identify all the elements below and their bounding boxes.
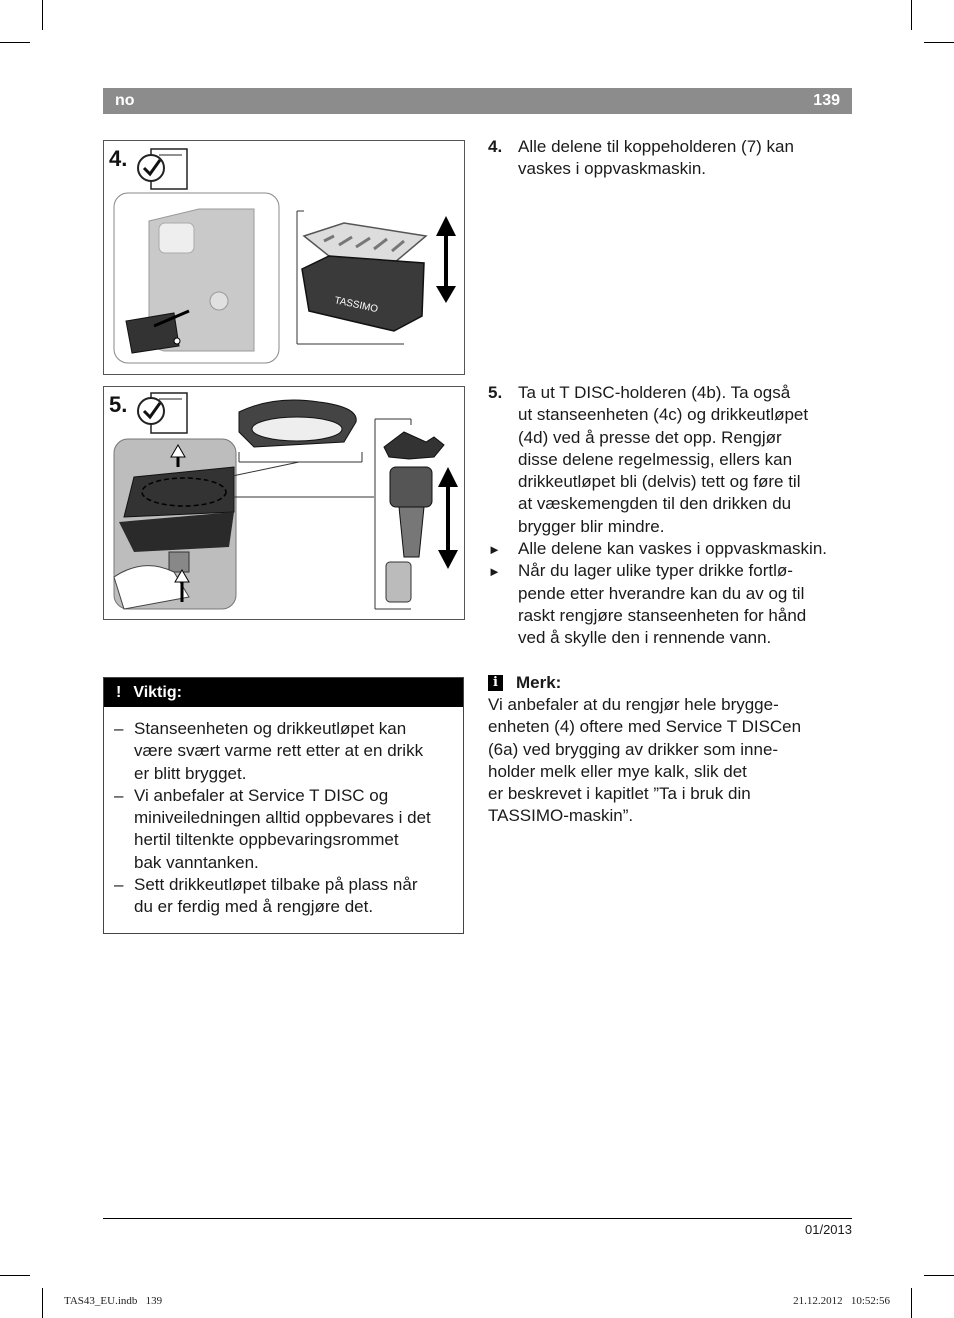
- info-icon: i: [488, 675, 503, 691]
- bullet-text-line: ved å skylle den i rennende vann.: [518, 628, 772, 648]
- crop-mark: [911, 0, 912, 30]
- warning-text-line: hertil tiltenkte oppbevaringsrommet: [134, 830, 399, 850]
- warning-list: [114, 718, 466, 919]
- bullet-text-line: Alle delene kan vaskes i oppvaskmaskin.: [518, 539, 827, 559]
- up-down-arrow-icon: [436, 216, 456, 303]
- exclamation-icon: !: [116, 683, 122, 701]
- step-5: [488, 382, 858, 650]
- warning-text-line: Sett drikkeutløpet tilbake på plass når: [134, 875, 418, 895]
- figure-step-5: [103, 386, 465, 620]
- warning-box: [103, 677, 464, 934]
- bullet-item: [488, 538, 858, 560]
- note-text-line: TASSIMO-maskin”.: [488, 806, 634, 826]
- warning-text-line: bak vanntanken.: [134, 852, 259, 872]
- bullet-text-line: Når du lager ulike typer drikke fortlø-: [518, 561, 793, 581]
- crop-mark: [911, 1288, 912, 1318]
- figure-step-4-illustration: [104, 141, 464, 374]
- brewing-unit-drawing: [114, 439, 236, 609]
- figure-step-5-illustration: [104, 387, 464, 619]
- bullet-text-line: raskt rengjøre stanseenheten for hånd: [518, 605, 807, 625]
- warning-text-line: er blitt brygget.: [134, 763, 247, 783]
- note-section: [488, 672, 858, 828]
- crop-mark: [924, 1275, 954, 1276]
- up-down-arrow-icon: [438, 467, 458, 569]
- step-text-line: disse delene regelmessig, ellers kan: [518, 449, 793, 469]
- page-number: 139: [813, 92, 840, 109]
- note-title: Merk:: [516, 672, 562, 692]
- step-text-line: ut stanseenheten (4c) og drikkeutløpet: [518, 405, 809, 425]
- figure-step-4: [103, 140, 465, 375]
- step-text-line: (4d) ved å presse det opp. Rengjør: [518, 427, 782, 447]
- machine-drawing: [114, 193, 279, 363]
- figure-step-label: 4.: [109, 146, 128, 171]
- bullet-arrow-icon: ►: [488, 564, 501, 580]
- bullet-arrow-icon: ►: [488, 542, 501, 558]
- warning-text-line: miniveiledningen alltid oppbevares i det: [134, 808, 431, 828]
- spout-drawing: [375, 419, 444, 609]
- warning-item: [114, 874, 466, 919]
- print-slug-file: TAS43_EU.indb 139: [64, 1295, 163, 1307]
- warning-title: Viktig:: [133, 683, 182, 701]
- bullet-item: [488, 560, 858, 649]
- note-text-line: (6a) ved brygging av drikker som inne-: [488, 739, 779, 759]
- warning-header: [104, 678, 463, 707]
- cup-holder-drawing: [297, 211, 426, 344]
- warning-text-line: du er ferdig med å rengjøre det.: [134, 897, 374, 917]
- step-text-line: Ta ut T DISC-holderen (4b). Ta også: [518, 383, 791, 402]
- dash-marker: –: [114, 785, 124, 805]
- bullet-text-line: pende etter hverandre kan du av og til: [518, 583, 805, 603]
- warning-text-line: Vi anbefaler at Service T DISC og: [134, 785, 389, 805]
- print-slug-timestamp: 21.12.2012 10:52:56: [793, 1295, 890, 1307]
- note-text-line: holder melk eller mye kalk, slik det: [488, 761, 747, 781]
- note-text-line: Vi anbefaler at du rengjør hele brygge-: [488, 695, 779, 714]
- crop-mark: [42, 1288, 43, 1318]
- svg-text:TASSIMO: TASSIMO: [333, 295, 379, 316]
- crop-mark: [0, 42, 30, 43]
- page-header: [103, 88, 852, 114]
- footer-rule: [103, 1218, 852, 1219]
- step-text-line: brygger blir mindre.: [518, 516, 665, 536]
- footer-date: 01/2013: [805, 1222, 852, 1237]
- crop-mark: [924, 42, 954, 43]
- warning-item: [114, 785, 466, 874]
- warning-text-line: Stanseenheten og drikkeutløpet kan: [134, 719, 407, 738]
- checklist-icon: [138, 393, 187, 433]
- step-text-line: Alle delene til koppeholderen (7) kan: [518, 137, 794, 156]
- warning-item: [114, 718, 466, 785]
- step-number: 5.: [488, 383, 503, 402]
- crop-mark: [42, 0, 43, 30]
- warning-text-line: være svært varme rett etter at en drikk: [134, 741, 424, 761]
- step-text-line: at væskemengden til den drikken du: [518, 494, 792, 514]
- language-code: no: [115, 92, 135, 109]
- dash-marker: –: [114, 875, 124, 895]
- step-text-line: vaskes i oppvaskmaskin.: [518, 159, 707, 179]
- dash-marker: –: [114, 719, 124, 738]
- step-4: [488, 136, 858, 181]
- figure-step-label: 5.: [109, 392, 128, 417]
- note-text-line: er beskrevet i kapitlet ”Ta i bruk din: [488, 784, 751, 804]
- crop-mark: [0, 1275, 30, 1276]
- step-number: 4.: [488, 137, 503, 156]
- step-text-line: drikkeutløpet bli (delvis) tett og føre til: [518, 472, 801, 492]
- note-text-line: enheten (4) oftere med Service T DISCen: [488, 717, 802, 737]
- checklist-icon: [138, 149, 187, 189]
- note-header: [488, 672, 858, 694]
